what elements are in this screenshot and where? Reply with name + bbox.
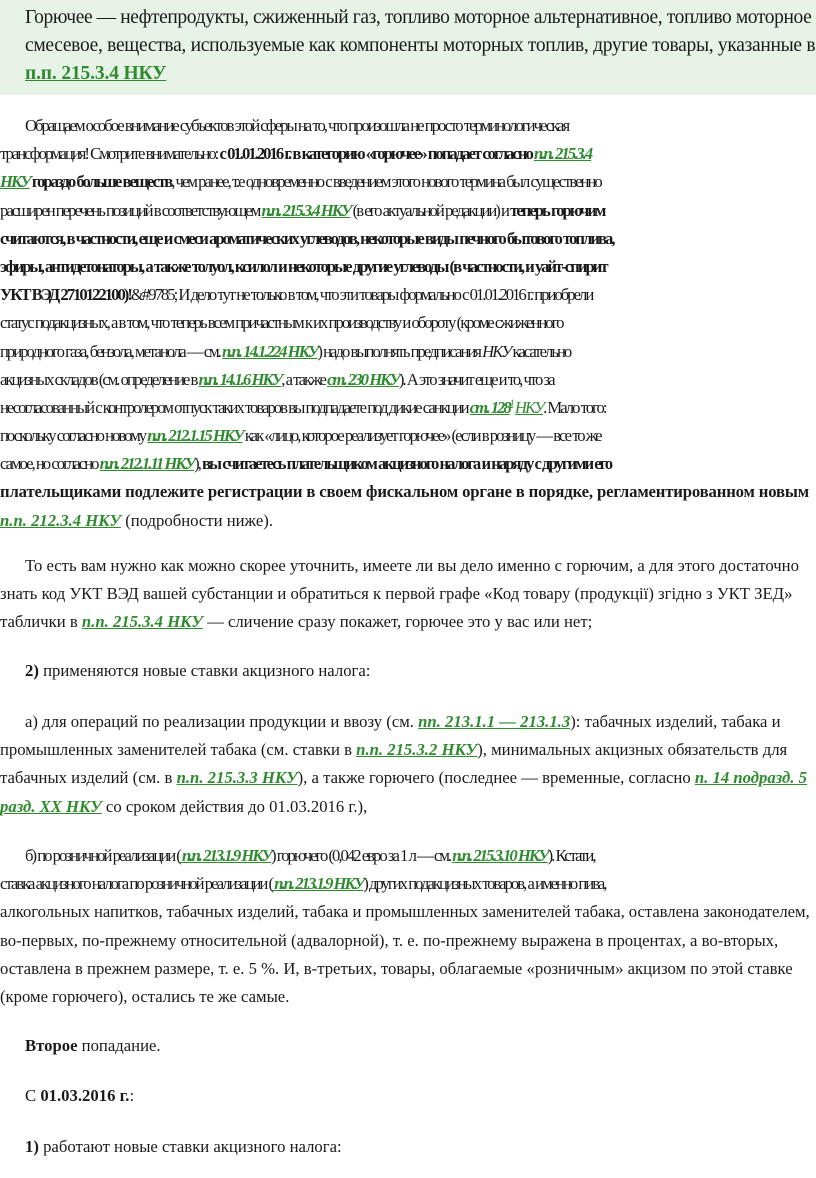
paragraph-2 (0, 552, 799, 637)
text: со сроком действия до 01.03.2016 г.), (101, 796, 368, 816)
text: ), а также горючего (последнее — временные, согласно (297, 768, 695, 788)
link-pp-213-1-1-213-1-3[interactable]: пп. 213.1.1 — 213.1.3 (418, 712, 571, 731)
link-pp-213-1-9[interactable]: п.п. 213.1.9 НКУ (179, 846, 272, 865)
bold-text: вы считаетесь плательщиком акцизного налога и наряду с другими его (202, 454, 612, 474)
link-pp-215-3-4[interactable]: п.п. 215.3.4 НКУ (25, 63, 167, 85)
text: : (129, 1086, 135, 1105)
paragraph-4 (0, 708, 807, 821)
link-pp-14-1-6[interactable]: п.п. 14.1.6 НКУ (198, 369, 282, 389)
text: . Мало того: (543, 397, 606, 417)
bold-text: теперь горючим (510, 200, 605, 220)
text: , чем ранее, т.е одновременно с введением этого нового термина был существенно (171, 172, 601, 192)
text: а) для операций по реализации продукции и ввозу (см. (25, 712, 419, 731)
text: ), минимальных акцизных обязательств для (477, 740, 788, 760)
link-pp-215-3-4[interactable]: п.п. 215.3.4 НКУ (261, 200, 351, 220)
text: трансформация! Смотрите внимательно: (0, 144, 220, 164)
text: статус подакцизных, а в том, что теперь всем причастным к их производству и обороту (кроме сжиженного (0, 313, 563, 333)
text: ), (194, 454, 202, 474)
paragraph-8 (0, 1133, 342, 1161)
bold-text: Второе (25, 1036, 78, 1055)
text: несогласованный с контролером отпуск таких товаров вы подпадаете под дикие санкции (0, 397, 470, 417)
text: ) других подакцизных товаров, а именно пива, (363, 874, 606, 894)
text: &#9785; И дело тут не только в том, что эти товары формально с 01.01.2016 г. приобрели (130, 285, 593, 305)
text: (в его актуальной редакции) и (350, 200, 511, 220)
link-razd-xx[interactable]: разд. XX НКУ (0, 796, 102, 816)
bold-text: плательщиками подлежите регистрации в своем фискальном органе в порядке, регламентированном новым (0, 482, 809, 502)
link-p-14-podrazd-5[interactable]: п. 14 подразд. 5 (694, 768, 807, 788)
paragraph-6 (0, 1032, 161, 1060)
text: С (25, 1086, 41, 1105)
text: попадание. (77, 1036, 161, 1055)
link-pp-212-1-15[interactable]: п.п. 212.1.15 НКУ (147, 426, 243, 446)
text: расширен перечень позиций в соответствующем (0, 200, 262, 220)
list-number: 1) (25, 1137, 39, 1156)
text: Обращаем особое внимание субъектов этой сферы на то, что произошла не просто терминологическая (25, 116, 569, 135)
link-pp-215-3-4[interactable]: п.п. 215.3.4 НКУ (81, 612, 203, 632)
link-nku[interactable]: НКУ (514, 397, 544, 417)
bold-text: считаются, в частности, еще и смеси ароматических углеводов, некоторые виды печного бытового топлива, (0, 228, 614, 248)
text: таблички в (0, 612, 82, 632)
paragraph-7 (0, 1082, 134, 1110)
text: ставка акцизного налога по розничной реализации ( (0, 874, 273, 894)
text: То есть вам нужно как можно скорее уточнить, имеете ли вы дело именно с горючим, а для этого достаточно (25, 556, 799, 575)
text: во-первых, по-прежнему относительной (адвалорной), т. е. по-прежнему выражена в процентах, а во-вторых, (0, 930, 779, 950)
text: знать код УКТ ВЭД вашей субстанции и обратиться к первой графе «Код товару (продукції) згідно з УКТ ЗЕД» (0, 584, 793, 604)
text: природного газа, бензола, метанола — см. (0, 341, 223, 361)
link-st-230[interactable]: ст. 230 НКУ (327, 369, 399, 389)
link-pp-215-3-2[interactable]: п.п. 215.3.2 НКУ (356, 740, 478, 760)
bold-text: гораздо больше веществ (29, 172, 172, 192)
text: , а также (281, 369, 328, 389)
text: ). Кстати, (547, 846, 595, 865)
link-st-128[interactable]: ст. 128 (469, 397, 510, 417)
link-pp-215-3-4[interactable]: п.п. 215.3.4 (533, 144, 592, 164)
text: применяются новые ставки акцизного налога: (38, 661, 371, 680)
link-pp-14-1-224[interactable]: п.п. 14.1.224 НКУ (222, 341, 318, 361)
definition-highlight-block (0, 0, 816, 95)
bold-date: 01.03.2016 г. (40, 1086, 130, 1105)
text: (подробности ниже). (121, 510, 274, 530)
definition-line: Горючее — нефтепродукты, сжиженный газ, топливо моторное альтернативное, топливо моторное (25, 7, 812, 28)
text: (кроме горючего), остались те же самые. (0, 986, 290, 1006)
text: б) по розничной реализации ( (25, 846, 180, 865)
bold-text: эфиры, антидетонаторы, а также толуол, ксилол и некоторые другие углеводы (в частности, и уайт-спирит (0, 256, 607, 276)
paragraph-5 (0, 842, 810, 1011)
text: оставлена в прежнем размере, т. е. 5 %. И, в-третьих, товары, облагаемые «розничным» акцизом по этой ставке (0, 958, 793, 978)
bold-text: с 01.01.2016 г. в категорию «горючее» попадает согласно (219, 144, 532, 164)
bold-text: УКТ ВЭД 2710122100)! (0, 285, 131, 305)
definition-text (25, 4, 815, 89)
text: промышленных заменителей табака (см. ставки в (0, 740, 357, 760)
text: ) надо выполнять предписания (317, 341, 483, 361)
text: акцизных складов (см. определение в (0, 369, 199, 389)
text: алкогольных напитков, табачных изделий, табака и промышленных заменителей табака, оставлена законодателем, (0, 902, 810, 922)
text: работают новые ставки акцизного налога: (38, 1137, 342, 1156)
link-pp-215-3-10[interactable]: п.п. 215.3.10 НКУ (452, 846, 548, 865)
link-pp-212-1-11[interactable]: п.п. 212.1.11 НКУ (99, 454, 195, 474)
text: табачных изделий (см. в (0, 768, 177, 788)
link-pp-213-1-9[interactable]: п.п. 213.1.9 НКУ (272, 874, 364, 894)
text: как «лицо, которое реализует горючее» (если в розницу — все то же (242, 426, 601, 446)
text: касательно (510, 341, 571, 361)
superscript: 1 (509, 398, 513, 410)
text: самое, но согласно (0, 454, 100, 474)
text: поскольку согласно новому (0, 426, 148, 446)
link-pp-215-3-3[interactable]: п.п. 215.3.3 НКУ (176, 768, 298, 788)
paragraph-3 (0, 657, 370, 685)
text: ): табачных изделий, табака и (570, 712, 781, 731)
definition-line: смесевое, вещества, используемые как компоненты моторных топлив, другие товары, указанные в (25, 35, 815, 57)
link-pp-212-3-4[interactable]: п.п. 212.3.4 НКУ (0, 510, 122, 530)
text: ). А это значит еще и то, что за (398, 369, 554, 389)
text: — сличение сразу покажет, горючее это у вас или нет; (202, 612, 593, 632)
text: ) горючего (0,042 евро за 1 л — см. (271, 846, 453, 865)
link-nku[interactable]: НКУ (0, 172, 30, 192)
list-number: 2) (25, 661, 39, 680)
paragraph-1 (0, 112, 809, 535)
italic-text: НКУ (482, 341, 511, 361)
